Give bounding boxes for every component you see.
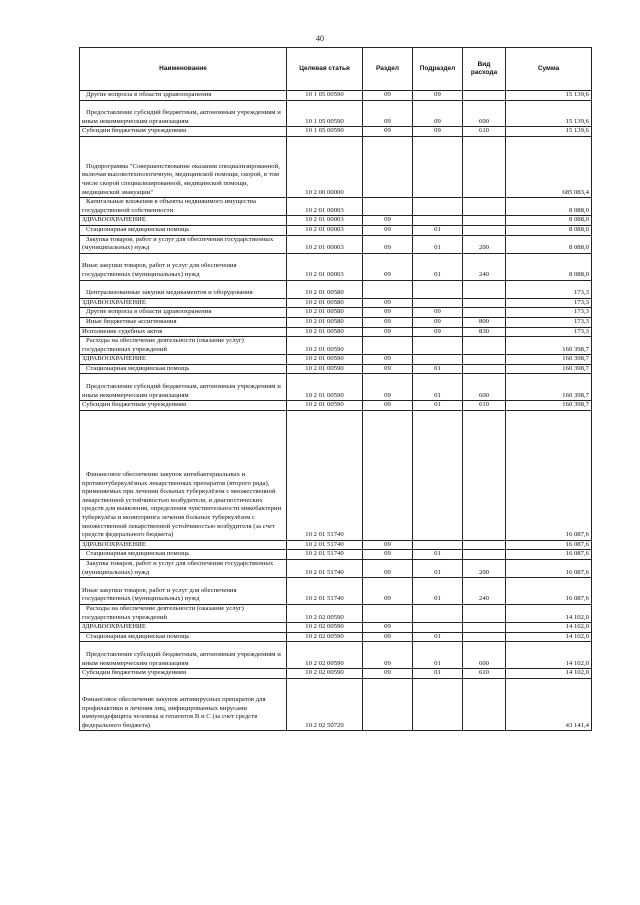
cell-name: Централизованные закупки медикаментов и оборудования xyxy=(80,280,287,298)
table-row xyxy=(80,308,592,318)
cell-name: Финансовое обеспечение закупок антивирусных препаратов для профилактики и лечения лиц, инфицированных вирусами иммунодефицита человека и гепатитов B и C (за счет средств федерального бюджета) xyxy=(80,678,287,731)
cell-expense: 610 xyxy=(463,401,506,411)
cell-target: 10 1 05 00590 xyxy=(287,91,363,101)
table-row xyxy=(80,578,592,605)
cell-section: 09 xyxy=(363,560,413,578)
cell-name: Финансовое обеспечение закупок антибактериальных и противотуберкулёзных лекарственных препаратов (второго ряда), применяемых при лечении больных туберкулёзом с множественной лекарственной устойчивостью возбудителя, и диагностических средств для выявления, определения чувствительности микобактерии туберкулёза и мониторинга лечения больных туберкулёзом с множественной лекарственной устойчивостью возбудителя (за счет средств федерального бюджета) xyxy=(80,410,287,540)
cell-name: ЗДРАВООХРАНЕНИЕ xyxy=(80,623,287,633)
cell-amount: 173,3 xyxy=(506,317,592,327)
cell-section: 09 xyxy=(363,308,413,318)
cell-target: 10 2 01 51740 xyxy=(287,410,363,540)
cell-section xyxy=(363,198,413,216)
cell-target: 10 2 01 00580 xyxy=(287,308,363,318)
cell-target: 10 1 05 00590 xyxy=(287,100,363,127)
cell-target: 10 2 01 51740 xyxy=(287,550,363,560)
cell-target: 10 2 00 00000 xyxy=(287,136,363,197)
table-row xyxy=(80,632,592,642)
table-row xyxy=(80,198,592,216)
cell-name: Расходы на обеспечение деятельности (оказание услуг) государственных учреждений xyxy=(80,605,287,623)
cell-expense: 600 xyxy=(463,374,506,401)
table-row xyxy=(80,91,592,101)
cell-target: 10 2 01 00003 xyxy=(287,216,363,226)
cell-expense: 610 xyxy=(463,669,506,679)
cell-name: ЗДРАВООХРАНЕНИЕ xyxy=(80,540,287,550)
cell-section xyxy=(363,136,413,197)
cell-target: 10 2 01 00590 xyxy=(287,374,363,401)
cell-expense xyxy=(463,678,506,731)
cell-subsection: 09 xyxy=(413,91,463,101)
cell-target: 10 2 02 00590 xyxy=(287,642,363,669)
cell-expense: 240 xyxy=(463,578,506,605)
cell-name: Исполнение судебных актов xyxy=(80,327,287,337)
table-header-row xyxy=(80,48,592,91)
cell-amount: 173,3 xyxy=(506,327,592,337)
cell-section: 09 xyxy=(363,374,413,401)
cell-expense xyxy=(463,198,506,216)
table-row xyxy=(80,136,592,197)
cell-subsection: 09 xyxy=(413,308,463,318)
cell-target: 10 2 02 50720 xyxy=(287,678,363,731)
cell-target: 10 2 01 51740 xyxy=(287,540,363,550)
cell-target: 10 2 01 00590 xyxy=(287,355,363,365)
cell-expense: 200 xyxy=(463,235,506,253)
cell-name: Стационарная медицинская помощь xyxy=(80,225,287,235)
cell-amount: 15 139,6 xyxy=(506,127,592,137)
cell-subsection xyxy=(413,280,463,298)
cell-expense xyxy=(463,632,506,642)
cell-subsection: 01 xyxy=(413,235,463,253)
cell-expense xyxy=(463,337,506,355)
table-row xyxy=(80,127,592,137)
cell-amount: 173,3 xyxy=(506,298,592,308)
cell-subsection xyxy=(413,337,463,355)
cell-subsection xyxy=(413,540,463,550)
cell-section: 09 xyxy=(363,364,413,374)
cell-expense xyxy=(463,225,506,235)
cell-subsection: 01 xyxy=(413,550,463,560)
cell-section: 09 xyxy=(363,100,413,127)
cell-expense: 800 xyxy=(463,317,506,327)
cell-name: Другие вопросы в области здравоохранения xyxy=(80,308,287,318)
table-row xyxy=(80,364,592,374)
table-row xyxy=(80,225,592,235)
cell-section: 09 xyxy=(363,327,413,337)
cell-amount: 160 398,7 xyxy=(506,337,592,355)
cell-expense: 600 xyxy=(463,100,506,127)
table-row xyxy=(80,355,592,365)
cell-section: 09 xyxy=(363,216,413,226)
cell-subsection: 01 xyxy=(413,401,463,411)
cell-name: Субсидии бюджетным учреждениям xyxy=(80,401,287,411)
page-number: 40 xyxy=(316,34,324,43)
table-row xyxy=(80,540,592,550)
cell-amount: 160 398,7 xyxy=(506,364,592,374)
cell-expense: 610 xyxy=(463,127,506,137)
cell-target: 10 2 02 00590 xyxy=(287,669,363,679)
cell-expense xyxy=(463,280,506,298)
table-row xyxy=(80,327,592,337)
cell-subsection xyxy=(413,678,463,731)
cell-subsection xyxy=(413,216,463,226)
cell-expense xyxy=(463,623,506,633)
cell-subsection xyxy=(413,623,463,633)
cell-section xyxy=(363,280,413,298)
cell-amount: 14 102,0 xyxy=(506,642,592,669)
cell-expense: 240 xyxy=(463,253,506,280)
cell-subsection: 09 xyxy=(413,127,463,137)
cell-name: Капитальные вложения в объекты недвижимого имущества государственной собственности xyxy=(80,198,287,216)
cell-target: 10 2 01 00580 xyxy=(287,327,363,337)
cell-section: 09 xyxy=(363,355,413,365)
cell-subsection: 09 xyxy=(413,317,463,327)
header-target: Целевая статья xyxy=(287,48,363,91)
header-section: Раздел xyxy=(363,48,413,91)
cell-amount: 16 087,6 xyxy=(506,560,592,578)
cell-name: ЗДРАВООХРАНЕНИЕ xyxy=(80,298,287,308)
table-row xyxy=(80,560,592,578)
table-row xyxy=(80,337,592,355)
cell-section: 09 xyxy=(363,550,413,560)
cell-expense xyxy=(463,91,506,101)
cell-amount: 15 139,6 xyxy=(506,100,592,127)
cell-name: Предоставление субсидий бюджетным, автономным учреждениям и иным некоммерческим организациям xyxy=(80,100,287,127)
table-row xyxy=(80,298,592,308)
cell-name: Расходы на обеспечение деятельности (оказание услуг) государственных учреждений xyxy=(80,337,287,355)
cell-expense xyxy=(463,355,506,365)
cell-target: 10 2 02 00590 xyxy=(287,632,363,642)
cell-amount: 8 088,0 xyxy=(506,225,592,235)
cell-amount: 16 087,6 xyxy=(506,550,592,560)
cell-expense xyxy=(463,308,506,318)
cell-amount: 8 088,0 xyxy=(506,253,592,280)
table-body xyxy=(80,91,592,731)
header-subsection: Подраздел xyxy=(413,48,463,91)
cell-amount: 14 102,0 xyxy=(506,605,592,623)
cell-name: Подпрограмма "Совершенствование оказания специализированной, включая высокотехнологичную, медицинской помощи, скорой, в том числе скорой специализированной, медицинской помощи, медицинской эвакуации" xyxy=(80,136,287,197)
cell-subsection xyxy=(413,136,463,197)
cell-section xyxy=(363,410,413,540)
table-row xyxy=(80,317,592,327)
cell-name: Закупка товаров, работ и услуг для обеспечения государственных (муниципальных) нужд xyxy=(80,235,287,253)
cell-section: 09 xyxy=(363,298,413,308)
cell-target: 10 2 01 00590 xyxy=(287,364,363,374)
cell-target: 10 2 01 00580 xyxy=(287,298,363,308)
cell-amount: 173,3 xyxy=(506,280,592,298)
header-expense-type: Вид расхода xyxy=(463,48,506,91)
cell-expense xyxy=(463,410,506,540)
cell-target: 10 2 01 00003 xyxy=(287,225,363,235)
cell-target: 10 2 02 00590 xyxy=(287,605,363,623)
cell-name: Субсидии бюджетным учреждениям xyxy=(80,127,287,137)
cell-expense: 600 xyxy=(463,642,506,669)
cell-section: 09 xyxy=(363,317,413,327)
cell-subsection: 09 xyxy=(413,100,463,127)
cell-amount: 14 102,0 xyxy=(506,669,592,679)
header-name: Наименование xyxy=(80,48,287,91)
cell-subsection: 01 xyxy=(413,578,463,605)
cell-subsection: 01 xyxy=(413,632,463,642)
cell-name: Предоставление субсидий бюджетным, автономным учреждениям и иным некоммерческим организациям xyxy=(80,642,287,669)
cell-amount: 160 398,7 xyxy=(506,401,592,411)
cell-section: 09 xyxy=(363,253,413,280)
cell-amount: 8 088,0 xyxy=(506,216,592,226)
cell-section: 09 xyxy=(363,91,413,101)
cell-section: 09 xyxy=(363,127,413,137)
cell-subsection: 09 xyxy=(413,327,463,337)
cell-amount: 15 139,6 xyxy=(506,91,592,101)
cell-expense xyxy=(463,216,506,226)
cell-name: Другие вопросы в области здравоохранения xyxy=(80,91,287,101)
cell-amount: 8 088,0 xyxy=(506,198,592,216)
cell-subsection xyxy=(413,410,463,540)
cell-subsection xyxy=(413,355,463,365)
table-row xyxy=(80,280,592,298)
table-row xyxy=(80,410,592,540)
cell-target: 10 2 01 51740 xyxy=(287,578,363,605)
table-row xyxy=(80,623,592,633)
cell-expense xyxy=(463,364,506,374)
table-row xyxy=(80,401,592,411)
cell-name: Предоставление субсидий бюджетным, автономным учреждениям и иным некоммерческим организациям xyxy=(80,374,287,401)
cell-subsection xyxy=(413,605,463,623)
cell-name: Стационарная медицинская помощь xyxy=(80,632,287,642)
cell-section xyxy=(363,337,413,355)
cell-section: 09 xyxy=(363,578,413,605)
cell-section xyxy=(363,605,413,623)
cell-target: 10 2 01 00003 xyxy=(287,235,363,253)
cell-section: 09 xyxy=(363,669,413,679)
cell-target: 10 2 01 00580 xyxy=(287,280,363,298)
cell-section: 09 xyxy=(363,540,413,550)
table-row xyxy=(80,216,592,226)
cell-target: 10 2 01 00003 xyxy=(287,253,363,280)
cell-amount: 685 083,4 xyxy=(506,136,592,197)
cell-amount: 173,3 xyxy=(506,308,592,318)
cell-name: ЗДРАВООХРАНЕНИЕ xyxy=(80,355,287,365)
cell-section: 09 xyxy=(363,642,413,669)
cell-name: Закупка товаров, работ и услуг для обеспечения государственных (муниципальных) нужд xyxy=(80,560,287,578)
cell-amount: 8 088,0 xyxy=(506,235,592,253)
cell-expense xyxy=(463,136,506,197)
cell-amount: 160 398,7 xyxy=(506,374,592,401)
table-row xyxy=(80,374,592,401)
cell-section: 09 xyxy=(363,401,413,411)
cell-target: 10 2 01 00590 xyxy=(287,401,363,411)
cell-target: 10 2 01 51740 xyxy=(287,560,363,578)
cell-section: 09 xyxy=(363,623,413,633)
cell-subsection: 01 xyxy=(413,669,463,679)
cell-name: Субсидии бюджетным учреждениям xyxy=(80,669,287,679)
table-row xyxy=(80,100,592,127)
table-row xyxy=(80,235,592,253)
cell-section: 09 xyxy=(363,225,413,235)
cell-section: 09 xyxy=(363,235,413,253)
cell-expense: 200 xyxy=(463,560,506,578)
cell-name: Иные бюджетные ассигнования xyxy=(80,317,287,327)
header-amount: Сумма xyxy=(506,48,592,91)
cell-expense xyxy=(463,298,506,308)
cell-name: ЗДРАВООХРАНЕНИЕ xyxy=(80,216,287,226)
table-row xyxy=(80,605,592,623)
budget-table xyxy=(79,47,592,731)
table-row xyxy=(80,253,592,280)
cell-target: 10 2 01 00590 xyxy=(287,337,363,355)
cell-subsection: 01 xyxy=(413,560,463,578)
cell-amount: 14 102,0 xyxy=(506,632,592,642)
cell-target: 10 2 01 00580 xyxy=(287,317,363,327)
cell-subsection: 01 xyxy=(413,374,463,401)
cell-name: Стационарная медицинская помощь xyxy=(80,550,287,560)
table-row xyxy=(80,642,592,669)
cell-amount: 16 087,6 xyxy=(506,410,592,540)
cell-amount: 16 087,6 xyxy=(506,540,592,550)
cell-amount: 160 398,7 xyxy=(506,355,592,365)
cell-expense xyxy=(463,550,506,560)
cell-subsection: 01 xyxy=(413,642,463,669)
table-row xyxy=(80,550,592,560)
table-row xyxy=(80,678,592,731)
cell-section: 09 xyxy=(363,632,413,642)
cell-expense xyxy=(463,605,506,623)
cell-name: Иные закупки товаров, работ и услуг для обеспечения государственных (муниципальных) нужд xyxy=(80,253,287,280)
cell-name: Стационарная медицинская помощь xyxy=(80,364,287,374)
cell-subsection: 01 xyxy=(413,225,463,235)
cell-expense xyxy=(463,540,506,550)
cell-target: 10 2 01 00003 xyxy=(287,198,363,216)
cell-amount: 14 102,0 xyxy=(506,623,592,633)
cell-subsection xyxy=(413,198,463,216)
cell-amount: 43 141,4 xyxy=(506,678,592,731)
cell-section xyxy=(363,678,413,731)
table-row xyxy=(80,669,592,679)
cell-amount: 16 087,6 xyxy=(506,578,592,605)
cell-expense: 830 xyxy=(463,327,506,337)
cell-subsection: 01 xyxy=(413,253,463,280)
cell-subsection: 01 xyxy=(413,364,463,374)
cell-name: Иные закупки товаров, работ и услуг для обеспечения государственных (муниципальных) нужд xyxy=(80,578,287,605)
cell-target: 10 2 02 00590 xyxy=(287,623,363,633)
cell-subsection xyxy=(413,298,463,308)
cell-target: 10 1 05 00590 xyxy=(287,127,363,137)
